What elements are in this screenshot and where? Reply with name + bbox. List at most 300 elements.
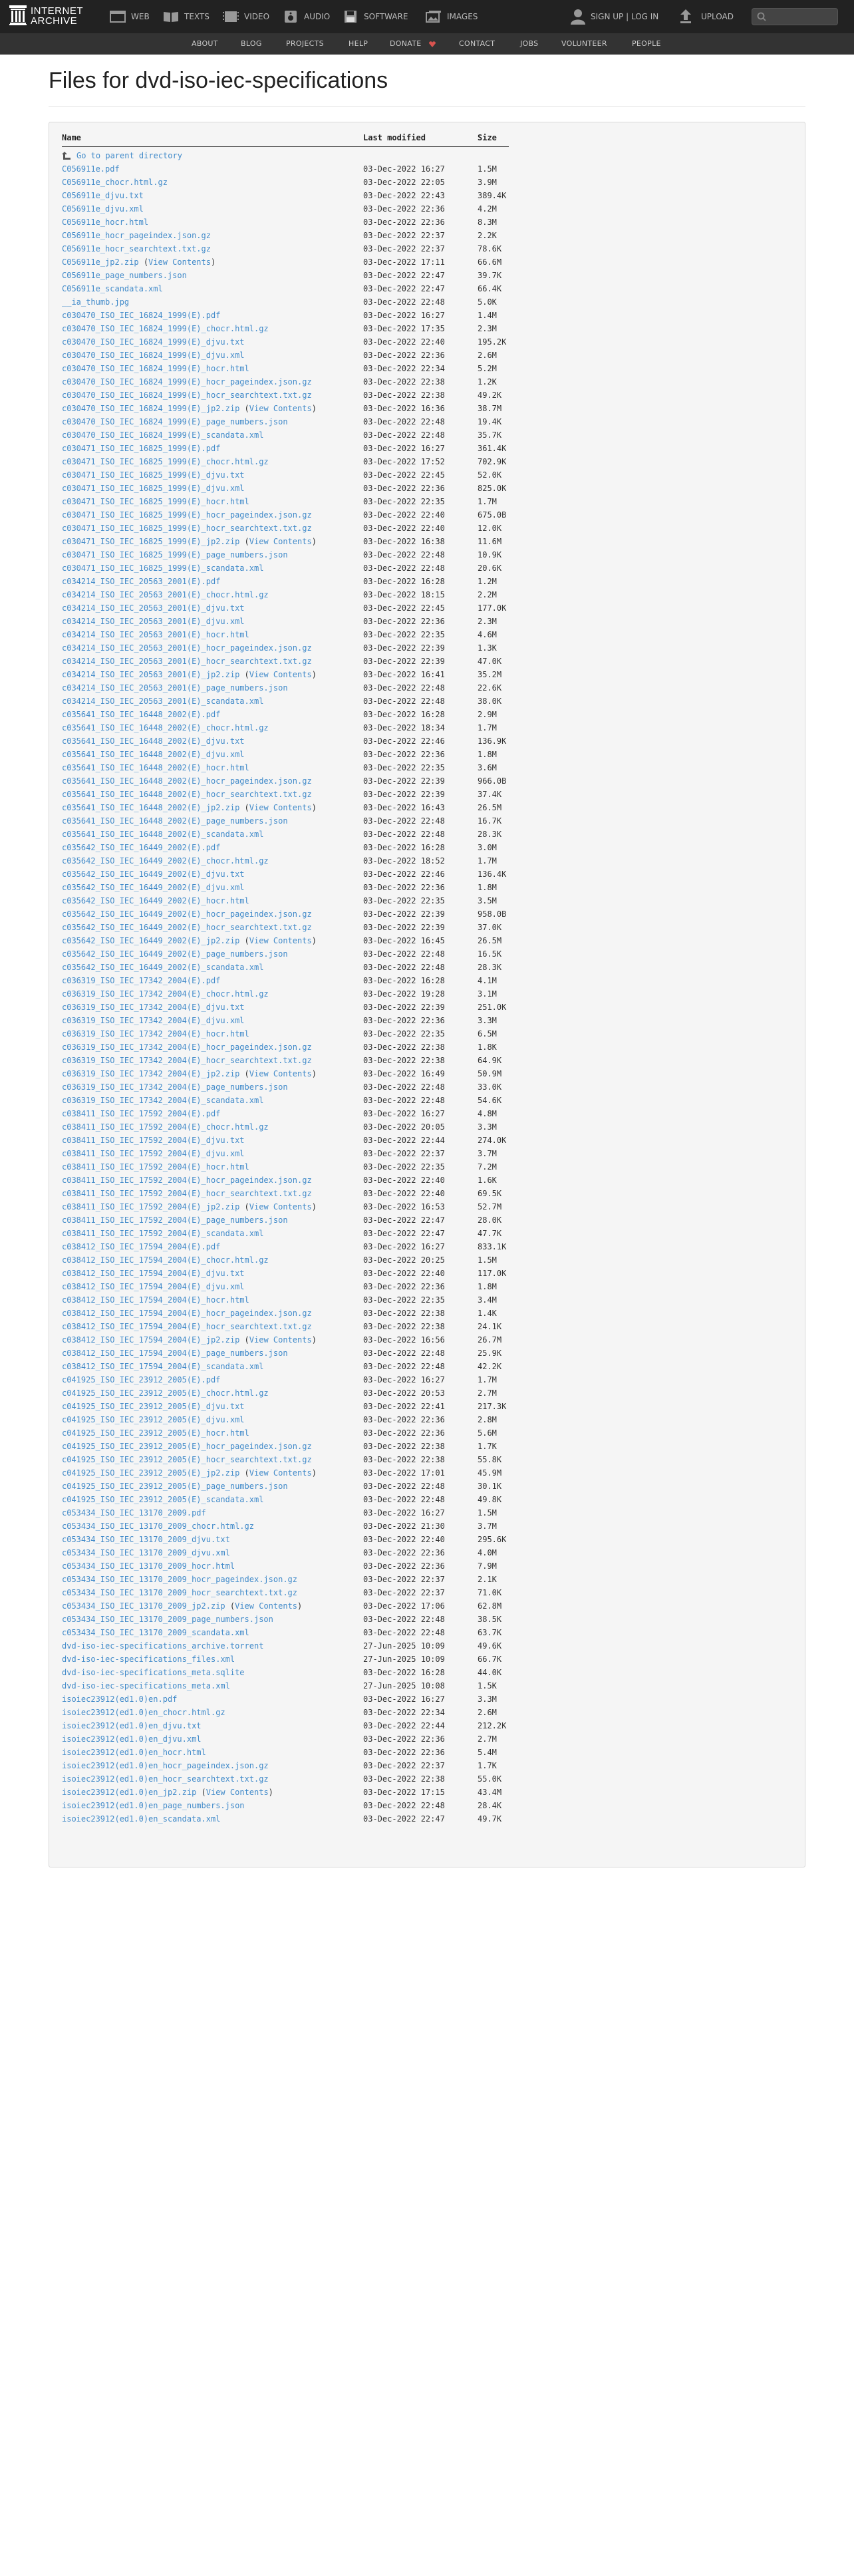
internet-archive-logo[interactable] <box>9 5 102 28</box>
nav-video[interactable] <box>223 9 276 25</box>
view-contents-link[interactable]: View Contents <box>206 1788 269 1797</box>
table-row <box>62 1546 527 1559</box>
file-link[interactable]: c030471_ISO_IEC_16825_1999(E)_hocr_pageindex.json.gz <box>62 510 312 520</box>
file-name-cell <box>62 1679 230 1692</box>
size-cell: 55.8K <box>478 1455 502 1464</box>
file-link[interactable]: c035642_ISO_IEC_16449_2002(E)_scandata.xml <box>62 963 264 972</box>
file-name-cell <box>62 868 245 881</box>
file-name-cell <box>62 1293 249 1307</box>
file-link[interactable]: c041925_ISO_IEC_23912_2005(E).pdf <box>62 1375 221 1384</box>
table-header <box>62 133 527 146</box>
table-row <box>62 1719 527 1732</box>
size-cell: 2.1K <box>478 1575 497 1584</box>
file-link[interactable]: c030470_ISO_IEC_16824_1999(E)_djvu.txt <box>62 337 245 347</box>
view-contents-link[interactable]: View Contents <box>249 404 312 413</box>
file-name-cell <box>62 216 148 229</box>
file-link[interactable]: C056911e_hocr_pageindex.json.gz <box>62 231 211 240</box>
file-link[interactable]: c038411_ISO_IEC_17592_2004(E)_hocr.html <box>62 1162 249 1172</box>
file-link[interactable]: c030470_ISO_IEC_16824_1999(E)_page_numbers.json <box>62 417 288 426</box>
file-name-cell <box>62 349 245 362</box>
file-name-cell <box>62 1426 249 1440</box>
file-link[interactable]: c038411_ISO_IEC_17592_2004(E)_jp2.zip <box>62 1202 240 1211</box>
subnav-blog[interactable]: BLOG <box>241 39 262 48</box>
file-link[interactable]: c053434_ISO_IEC_13170_2009_jp2.zip <box>62 1601 225 1611</box>
file-link[interactable]: c034214_ISO_IEC_20563_2001(E)_scandata.xml <box>62 697 264 706</box>
file-link[interactable]: C056911e_jp2.zip <box>62 257 139 267</box>
table-row <box>62 575 527 588</box>
table-row <box>62 1759 527 1772</box>
file-link[interactable]: c030471_ISO_IEC_16825_1999(E)_chocr.html.gz <box>62 457 269 466</box>
table-row <box>62 522 527 535</box>
file-link[interactable]: c034214_ISO_IEC_20563_2001(E)_chocr.html.gz <box>62 590 269 599</box>
view-contents-link[interactable]: View Contents <box>249 803 312 812</box>
size-cell: 38.7M <box>478 404 502 413</box>
last-modified-cell: 03-Dec-2022 17:52 <box>363 457 445 466</box>
file-link[interactable]: c041925_ISO_IEC_23912_2005(E)_hocr_searchtext.txt.gz <box>62 1455 312 1464</box>
file-name-cell <box>62 1147 245 1160</box>
table-row <box>62 1160 527 1174</box>
file-link[interactable]: c053434_ISO_IEC_13170_2009.pdf <box>62 1508 206 1518</box>
file-link[interactable]: isoiec23912(ed1.0)en_hocr_searchtext.txt.gz <box>62 1774 269 1784</box>
table-row <box>62 641 527 655</box>
file-link[interactable]: c036319_ISO_IEC_17342_2004(E)_djvu.txt <box>62 1003 245 1012</box>
file-link[interactable]: c034214_ISO_IEC_20563_2001(E)_hocr_pageindex.json.gz <box>62 643 312 653</box>
last-modified-cell: 03-Dec-2022 22:36 <box>363 1016 445 1025</box>
file-link[interactable]: isoiec23912(ed1.0)en_jp2.zip <box>62 1788 197 1797</box>
file-link[interactable]: c035641_ISO_IEC_16448_2002(E).pdf <box>62 710 221 719</box>
table-row <box>62 947 527 961</box>
table-row <box>62 189 527 202</box>
file-name-cell <box>62 1480 288 1493</box>
view-contents-link[interactable]: View Contents <box>249 1069 312 1078</box>
subnav-people[interactable]: PEOPLE <box>632 39 661 48</box>
last-modified-cell: 03-Dec-2022 22:48 <box>363 564 445 573</box>
file-link[interactable]: c038412_ISO_IEC_17594_2004(E).pdf <box>62 1242 221 1251</box>
size-cell: 22.6K <box>478 683 502 693</box>
file-link[interactable]: c035641_ISO_IEC_16448_2002(E)_hocr_searchtext.txt.gz <box>62 790 312 799</box>
table-row <box>62 255 527 269</box>
table-row <box>62 1613 527 1626</box>
file-name-cell <box>62 1054 312 1067</box>
file-name-cell <box>62 921 312 934</box>
file-name-cell <box>62 1386 269 1400</box>
subnav-projects[interactable]: PROJECTS <box>286 39 324 48</box>
file-link[interactable]: c035641_ISO_IEC_16448_2002(E)_hocr_pageindex.json.gz <box>62 776 312 786</box>
size-cell: 1.8M <box>478 750 497 759</box>
file-link[interactable]: c038411_ISO_IEC_17592_2004(E)_djvu.txt <box>62 1136 245 1145</box>
file-link[interactable]: C056911e_scandata.xml <box>62 284 163 293</box>
file-link[interactable]: c041925_ISO_IEC_23912_2005(E)_djvu.xml <box>62 1415 245 1424</box>
last-modified-cell: 03-Dec-2022 22:05 <box>363 178 445 187</box>
file-link[interactable]: c036319_ISO_IEC_17342_2004(E)_scandata.xml <box>62 1096 264 1105</box>
file-name-cell <box>62 482 245 495</box>
file-link[interactable]: c036319_ISO_IEC_17342_2004(E)_chocr.html.gz <box>62 989 269 999</box>
file-link[interactable]: c035641_ISO_IEC_16448_2002(E)_hocr.html <box>62 763 249 772</box>
file-link[interactable]: C056911e.pdf <box>62 164 120 174</box>
file-link[interactable]: C056911e_page_numbers.json <box>62 271 187 280</box>
file-link[interactable]: c041925_ISO_IEC_23912_2005(E)_hocr_pageindex.json.gz <box>62 1442 312 1451</box>
file-link[interactable]: c030471_ISO_IEC_16825_1999(E)_jp2.zip <box>62 537 240 546</box>
file-link[interactable]: c030470_ISO_IEC_16824_1999(E)_hocr_searchtext.txt.gz <box>62 391 312 400</box>
last-modified-cell: 03-Dec-2022 22:36 <box>363 1734 445 1744</box>
last-modified-cell: 03-Dec-2022 22:48 <box>363 963 445 972</box>
table-row <box>62 668 527 681</box>
file-link[interactable]: c035642_ISO_IEC_16449_2002(E)_jp2.zip <box>62 936 240 945</box>
file-link[interactable]: c034214_ISO_IEC_20563_2001(E).pdf <box>62 577 221 586</box>
file-link[interactable]: c038412_ISO_IEC_17594_2004(E)_hocr_searchtext.txt.gz <box>62 1322 312 1331</box>
size-cell: 19.4K <box>478 417 502 426</box>
file-link[interactable]: c041925_ISO_IEC_23912_2005(E)_chocr.html.gz <box>62 1388 269 1398</box>
last-modified-cell: 03-Dec-2022 22:36 <box>363 1428 445 1438</box>
file-name-cell <box>62 522 312 535</box>
last-modified-cell: 03-Dec-2022 21:30 <box>363 1522 445 1531</box>
table-row <box>62 1453 527 1466</box>
last-modified-cell: 03-Dec-2022 20:05 <box>363 1122 445 1132</box>
size-cell: 1.8M <box>478 1282 497 1291</box>
file-link[interactable]: c030471_ISO_IEC_16825_1999(E)_page_numbers.json <box>62 550 288 560</box>
size-cell: 3.7M <box>478 1149 497 1158</box>
file-link[interactable]: c034214_ISO_IEC_20563_2001(E)_djvu.xml <box>62 617 245 626</box>
file-name-cell <box>62 1440 312 1453</box>
file-name-cell: c041925_ISO_IEC_23912_2005(E)_jp2.zip (View Contents) <box>62 1468 317 1478</box>
file-name-cell <box>62 242 211 255</box>
file-link[interactable]: c035641_ISO_IEC_16448_2002(E)_page_numbers.json <box>62 816 288 826</box>
file-link[interactable]: c038411_ISO_IEC_17592_2004(E)_hocr_searchtext.txt.gz <box>62 1189 312 1198</box>
file-link[interactable]: c038412_ISO_IEC_17594_2004(E)_djvu.txt <box>62 1269 245 1278</box>
file-link[interactable]: c030471_ISO_IEC_16825_1999(E)_hocr_searchtext.txt.gz <box>62 524 312 533</box>
file-name-cell <box>62 415 288 428</box>
view-contents-link[interactable]: View Contents <box>235 1601 298 1611</box>
file-link[interactable]: c038412_ISO_IEC_17594_2004(E)_hocr_pageindex.json.gz <box>62 1309 312 1318</box>
file-link[interactable]: c038411_ISO_IEC_17592_2004(E).pdf <box>62 1109 221 1118</box>
floppy-icon <box>343 11 358 23</box>
table-row <box>62 615 527 628</box>
file-name-cell <box>62 774 312 788</box>
header-last-modified[interactable]: Last modified <box>363 133 426 142</box>
file-link[interactable]: c038411_ISO_IEC_17592_2004(E)_chocr.html.gz <box>62 1122 269 1132</box>
file-link[interactable]: isoiec23912(ed1.0)en.pdf <box>62 1694 178 1704</box>
file-link[interactable]: c034214_ISO_IEC_20563_2001(E)_hocr_searchtext.txt.gz <box>62 657 312 666</box>
file-link[interactable]: isoiec23912(ed1.0)en_chocr.html.gz <box>62 1708 225 1717</box>
size-cell: 28.0K <box>478 1215 502 1225</box>
file-link[interactable]: c034214_ISO_IEC_20563_2001(E)_hocr.html <box>62 630 249 639</box>
file-link[interactable]: c041925_ISO_IEC_23912_2005(E)_scandata.xml <box>62 1495 264 1504</box>
file-link[interactable]: c036319_ISO_IEC_17342_2004(E).pdf <box>62 976 221 985</box>
upload-link[interactable]: UPLOAD <box>701 12 734 21</box>
nav-texts[interactable] <box>163 9 217 25</box>
file-link[interactable]: c035642_ISO_IEC_16449_2002(E)_djvu.txt <box>62 870 245 879</box>
file-rows <box>62 162 527 1826</box>
file-name-cell <box>62 375 312 389</box>
file-link[interactable]: c035642_ISO_IEC_16449_2002(E)_page_numbers.json <box>62 949 288 959</box>
last-modified-cell: 03-Dec-2022 22:37 <box>363 1149 445 1158</box>
table-row <box>62 1666 527 1679</box>
file-link[interactable]: c035641_ISO_IEC_16448_2002(E)_jp2.zip <box>62 803 240 812</box>
table-row <box>62 1174 527 1187</box>
file-name-cell <box>62 841 220 854</box>
view-contents-link[interactable]: View Contents <box>249 1335 312 1345</box>
view-contents-link[interactable]: View Contents <box>249 1202 312 1211</box>
file-link[interactable]: c038411_ISO_IEC_17592_2004(E)_page_numbers.json <box>62 1215 288 1225</box>
file-link[interactable]: c038412_ISO_IEC_17594_2004(E)_jp2.zip <box>62 1335 240 1345</box>
last-modified-cell: 03-Dec-2022 22:39 <box>363 643 445 653</box>
file-name-cell <box>62 1559 235 1573</box>
file-link[interactable]: c030471_ISO_IEC_16825_1999(E)_scandata.xml <box>62 564 264 573</box>
file-link[interactable]: c036319_ISO_IEC_17342_2004(E)_djvu.xml <box>62 1016 245 1025</box>
last-modified-cell: 03-Dec-2022 22:48 <box>363 1349 445 1358</box>
last-modified-cell: 03-Dec-2022 22:36 <box>363 1415 445 1424</box>
file-link[interactable]: c036319_ISO_IEC_17342_2004(E)_jp2.zip <box>62 1069 240 1078</box>
file-link[interactable]: c041925_ISO_IEC_23912_2005(E)_page_numbers.json <box>62 1482 288 1491</box>
view-contents-link[interactable]: View Contents <box>249 1468 312 1478</box>
file-link[interactable]: c036319_ISO_IEC_17342_2004(E)_hocr_pageindex.json.gz <box>62 1043 312 1052</box>
table-row <box>62 695 527 708</box>
size-cell: 4.0M <box>478 1548 497 1557</box>
file-link[interactable]: c053434_ISO_IEC_13170_2009_page_numbers.json <box>62 1615 273 1624</box>
last-modified-cell: 03-Dec-2022 22:37 <box>363 244 445 253</box>
last-modified-cell: 03-Dec-2022 22:34 <box>363 364 445 373</box>
file-name-cell <box>62 1520 254 1533</box>
table-row <box>62 854 527 868</box>
file-link[interactable]: c036319_ISO_IEC_17342_2004(E)_page_numbers.json <box>62 1082 288 1092</box>
file-link[interactable]: dvd-iso-iec-specifications_archive.torrent <box>62 1641 264 1651</box>
last-modified-cell: 03-Dec-2022 22:46 <box>363 736 445 746</box>
file-link[interactable]: c053434_ISO_IEC_13170_2009_djvu.txt <box>62 1535 230 1544</box>
table-row <box>62 162 527 176</box>
table-row <box>62 774 527 788</box>
size-cell: 1.4K <box>478 1309 497 1318</box>
size-cell: 3.1M <box>478 989 497 999</box>
last-modified-cell: 03-Dec-2022 22:38 <box>363 1455 445 1464</box>
size-cell: 1.7M <box>478 723 497 732</box>
file-link[interactable]: c053434_ISO_IEC_13170_2009_chocr.html.gz <box>62 1522 254 1531</box>
file-link[interactable]: c041925_ISO_IEC_23912_2005(E)_hocr.html <box>62 1428 249 1438</box>
file-link[interactable]: isoiec23912(ed1.0)en_hocr_pageindex.json.gz <box>62 1761 269 1770</box>
view-contents-link[interactable]: View Contents <box>249 936 312 945</box>
table-row <box>62 828 527 841</box>
file-link[interactable]: c038412_ISO_IEC_17594_2004(E)_page_numbers.json <box>62 1349 288 1358</box>
file-link[interactable]: isoiec23912(ed1.0)en_hocr.html <box>62 1748 206 1757</box>
last-modified-cell: 03-Dec-2022 22:36 <box>363 1748 445 1757</box>
up-arrow-icon <box>62 151 71 160</box>
file-link[interactable]: c035641_ISO_IEC_16448_2002(E)_djvu.xml <box>62 750 245 759</box>
file-link[interactable]: c038412_ISO_IEC_17594_2004(E)_scandata.xml <box>62 1362 264 1371</box>
file-link[interactable]: c034214_ISO_IEC_20563_2001(E)_jp2.zip <box>62 670 240 679</box>
table-row <box>62 681 527 695</box>
file-link[interactable]: c035642_ISO_IEC_16449_2002(E)_chocr.html.gz <box>62 856 269 866</box>
web-icon <box>110 11 126 23</box>
table-row <box>62 1307 527 1320</box>
file-link[interactable]: C056911e_hocr.html <box>62 218 149 227</box>
file-link[interactable]: c030470_ISO_IEC_16824_1999(E)_hocr_pageindex.json.gz <box>62 377 312 387</box>
size-cell: 117.0K <box>478 1269 507 1278</box>
last-modified-cell: 03-Dec-2022 22:39 <box>363 909 445 919</box>
file-link[interactable]: c038411_ISO_IEC_17592_2004(E)_scandata.xml <box>62 1229 264 1238</box>
file-link[interactable]: c053434_ISO_IEC_13170_2009_hocr_pageindex.json.gz <box>62 1575 298 1584</box>
subnav-donate[interactable]: DONATE <box>390 39 422 48</box>
file-link[interactable]: c035642_ISO_IEC_16449_2002(E)_hocr.html <box>62 896 249 905</box>
table-row <box>62 548 527 562</box>
file-name-cell <box>62 828 263 841</box>
file-link[interactable]: isoiec23912(ed1.0)en_djvu.xml <box>62 1734 202 1744</box>
file-link[interactable]: dvd-iso-iec-specifications_meta.sqlite <box>62 1668 245 1677</box>
size-cell: 69.5K <box>478 1189 502 1198</box>
file-link[interactable]: dvd-iso-iec-specifications_meta.xml <box>62 1681 230 1690</box>
table-row <box>62 655 527 668</box>
file-name-cell <box>62 468 245 482</box>
file-link[interactable]: c035642_ISO_IEC_16449_2002(E)_hocr_searchtext.txt.gz <box>62 923 312 932</box>
nav-audio[interactable] <box>283 9 336 25</box>
file-link[interactable]: dvd-iso-iec-specifications_files.xml <box>62 1655 235 1664</box>
header-size[interactable]: Size <box>478 133 497 142</box>
table-row <box>62 1267 527 1280</box>
file-name-cell <box>62 854 269 868</box>
file-name-cell <box>62 1160 249 1174</box>
file-link[interactable]: c035641_ISO_IEC_16448_2002(E)_djvu.txt <box>62 736 245 746</box>
file-link[interactable]: c038412_ISO_IEC_17594_2004(E)_djvu.xml <box>62 1282 245 1291</box>
subnav-jobs[interactable]: JOBS <box>520 39 539 48</box>
last-modified-cell: 03-Dec-2022 16:38 <box>363 537 445 546</box>
last-modified-cell: 03-Dec-2022 22:46 <box>363 870 445 879</box>
file-link[interactable]: c041925_ISO_IEC_23912_2005(E)_djvu.txt <box>62 1402 245 1411</box>
table-row <box>62 1746 527 1759</box>
signup-login-link[interactable]: SIGN UP | LOG IN <box>591 12 659 21</box>
file-name-cell <box>62 1240 220 1253</box>
file-link[interactable]: c053434_ISO_IEC_13170_2009_scandata.xml <box>62 1628 249 1637</box>
file-link[interactable]: isoiec23912(ed1.0)en_page_numbers.json <box>62 1801 245 1810</box>
size-cell: 52.7M <box>478 1202 502 1211</box>
file-link[interactable]: c053434_ISO_IEC_13170_2009_djvu.xml <box>62 1548 230 1557</box>
table-row <box>62 894 527 907</box>
size-cell: 3.0M <box>478 843 497 852</box>
file-link[interactable]: c038411_ISO_IEC_17592_2004(E)_djvu.xml <box>62 1149 245 1158</box>
file-link[interactable]: C056911e_chocr.html.gz <box>62 178 168 187</box>
header-name[interactable]: Name <box>62 133 81 142</box>
file-link[interactable]: C056911e_djvu.txt <box>62 191 144 200</box>
last-modified-cell: 03-Dec-2022 16:27 <box>363 444 445 453</box>
view-contents-link[interactable]: View Contents <box>249 537 312 546</box>
last-modified-cell: 03-Dec-2022 17:35 <box>363 324 445 333</box>
file-link[interactable]: c036319_ISO_IEC_17342_2004(E)_hocr.html <box>62 1029 249 1039</box>
file-name-cell <box>62 1360 263 1373</box>
file-link[interactable]: c030470_ISO_IEC_16824_1999(E)_scandata.xml <box>62 430 264 440</box>
last-modified-cell: 03-Dec-2022 22:38 <box>363 377 445 387</box>
file-link[interactable]: c030471_ISO_IEC_16825_1999(E)_hocr.html <box>62 497 249 506</box>
view-contents-link[interactable]: View Contents <box>148 257 211 267</box>
file-link[interactable]: c038412_ISO_IEC_17594_2004(E)_chocr.html.gz <box>62 1255 269 1265</box>
table-row <box>62 535 527 548</box>
size-cell: 217.3K <box>478 1402 507 1411</box>
nav-software-label: SOFTWARE <box>364 12 408 21</box>
file-name-cell: c034214_ISO_IEC_20563_2001(E)_jp2.zip (View Contents) <box>62 670 317 679</box>
view-contents-link[interactable]: View Contents <box>249 670 312 679</box>
last-modified-cell: 03-Dec-2022 22:48 <box>363 1082 445 1092</box>
size-cell: 16.7K <box>478 816 502 826</box>
table-row <box>62 1107 527 1120</box>
last-modified-cell: 03-Dec-2022 17:06 <box>363 1601 445 1611</box>
file-link[interactable]: c030471_ISO_IEC_16825_1999(E).pdf <box>62 444 221 453</box>
last-modified-cell: 03-Dec-2022 22:47 <box>363 1215 445 1225</box>
file-link[interactable]: c030470_ISO_IEC_16824_1999(E)_djvu.xml <box>62 351 245 360</box>
last-modified-cell: 03-Dec-2022 22:47 <box>363 271 445 280</box>
size-cell: 966.0B <box>478 776 507 786</box>
search-box[interactable] <box>752 8 838 25</box>
file-link[interactable]: c035642_ISO_IEC_16449_2002(E)_djvu.xml <box>62 883 245 892</box>
subnav-contact[interactable]: CONTACT <box>459 39 496 48</box>
table-row <box>62 721 527 734</box>
file-link[interactable]: c030470_ISO_IEC_16824_1999(E)_chocr.html.gz <box>62 324 269 333</box>
file-link[interactable]: c041925_ISO_IEC_23912_2005(E)_jp2.zip <box>62 1468 240 1478</box>
last-modified-cell: 03-Dec-2022 22:47 <box>363 1814 445 1824</box>
file-link[interactable]: c035642_ISO_IEC_16449_2002(E).pdf <box>62 843 221 852</box>
file-listing-table <box>62 133 527 1826</box>
size-cell: 1.8M <box>478 883 497 892</box>
file-link[interactable]: c030470_ISO_IEC_16824_1999(E)_jp2.zip <box>62 404 240 413</box>
file-link[interactable]: c035641_ISO_IEC_16448_2002(E)_chocr.html.gz <box>62 723 269 732</box>
last-modified-cell: 03-Dec-2022 22:45 <box>363 470 445 480</box>
archive-building-icon <box>9 5 27 25</box>
upload-icon[interactable] <box>680 9 692 24</box>
file-link[interactable]: c053434_ISO_IEC_13170_2009_hocr.html <box>62 1561 235 1571</box>
file-link[interactable]: c030471_ISO_IEC_16825_1999(E)_djvu.txt <box>62 470 245 480</box>
file-name-cell <box>62 987 269 1001</box>
last-modified-cell: 03-Dec-2022 22:37 <box>363 231 445 240</box>
file-link[interactable]: c035642_ISO_IEC_16449_2002(E)_hocr_pageindex.json.gz <box>62 909 312 919</box>
table-row <box>62 734 527 748</box>
size-cell: 1.2K <box>478 377 497 387</box>
file-link[interactable]: C056911e_djvu.xml <box>62 204 144 214</box>
size-cell: 43.4M <box>478 1788 502 1797</box>
file-name-cell <box>62 562 263 575</box>
subnav-help[interactable]: HELP <box>349 39 368 48</box>
file-link[interactable]: C056911e_hocr_searchtext.txt.gz <box>62 244 211 253</box>
file-link[interactable]: c036319_ISO_IEC_17342_2004(E)_hocr_searchtext.txt.gz <box>62 1056 312 1065</box>
file-link[interactable]: c038412_ISO_IEC_17594_2004(E)_hocr.html <box>62 1295 249 1305</box>
last-modified-cell: 03-Dec-2022 16:28 <box>363 976 445 985</box>
size-cell: 28.3K <box>478 963 502 972</box>
nav-web[interactable] <box>110 9 158 25</box>
file-link[interactable]: c030471_ISO_IEC_16825_1999(E)_djvu.xml <box>62 484 245 493</box>
file-name-cell: c030470_ISO_IEC_16824_1999(E)_jp2.zip (View Contents) <box>62 404 317 413</box>
table-row <box>62 455 527 468</box>
last-modified-cell: 27-Jun-2025 10:09 <box>363 1655 445 1664</box>
file-link[interactable]: c030470_ISO_IEC_16824_1999(E)_hocr.html <box>62 364 249 373</box>
file-link[interactable]: isoiec23912(ed1.0)en_djvu.txt <box>62 1721 202 1730</box>
file-link[interactable]: c035641_ISO_IEC_16448_2002(E)_scandata.xml <box>62 830 264 839</box>
file-link[interactable]: c030470_ISO_IEC_16824_1999(E).pdf <box>62 311 221 320</box>
subnav-volunteer[interactable]: VOLUNTEER <box>561 39 607 48</box>
size-cell: 5.6M <box>478 1428 497 1438</box>
file-link[interactable]: c034214_ISO_IEC_20563_2001(E)_page_numbers.json <box>62 683 288 693</box>
parent-directory-link[interactable]: Go to parent directory <box>76 151 182 160</box>
nav-images[interactable] <box>426 9 486 25</box>
last-modified-cell: 03-Dec-2022 16:41 <box>363 670 445 679</box>
file-link[interactable]: c038411_ISO_IEC_17592_2004(E)_hocr_pageindex.json.gz <box>62 1176 312 1185</box>
size-cell: 1.7K <box>478 1761 497 1770</box>
last-modified-cell: 03-Dec-2022 22:35 <box>363 1029 445 1039</box>
file-link[interactable]: __ia_thumb.jpg <box>62 297 130 307</box>
table-row <box>62 269 527 282</box>
nav-software[interactable] <box>343 9 416 25</box>
speaker-icon <box>283 11 299 23</box>
file-link[interactable]: c034214_ISO_IEC_20563_2001(E)_djvu.txt <box>62 603 245 613</box>
size-cell: 11.6M <box>478 537 502 546</box>
file-link[interactable]: c053434_ISO_IEC_13170_2009_hocr_searchtext.txt.gz <box>62 1588 298 1597</box>
file-link[interactable]: isoiec23912(ed1.0)en_scandata.xml <box>62 1814 221 1824</box>
file-name-cell <box>62 1639 263 1653</box>
size-cell: 38.0K <box>478 697 502 706</box>
subnav-about[interactable]: ABOUT <box>192 39 218 48</box>
